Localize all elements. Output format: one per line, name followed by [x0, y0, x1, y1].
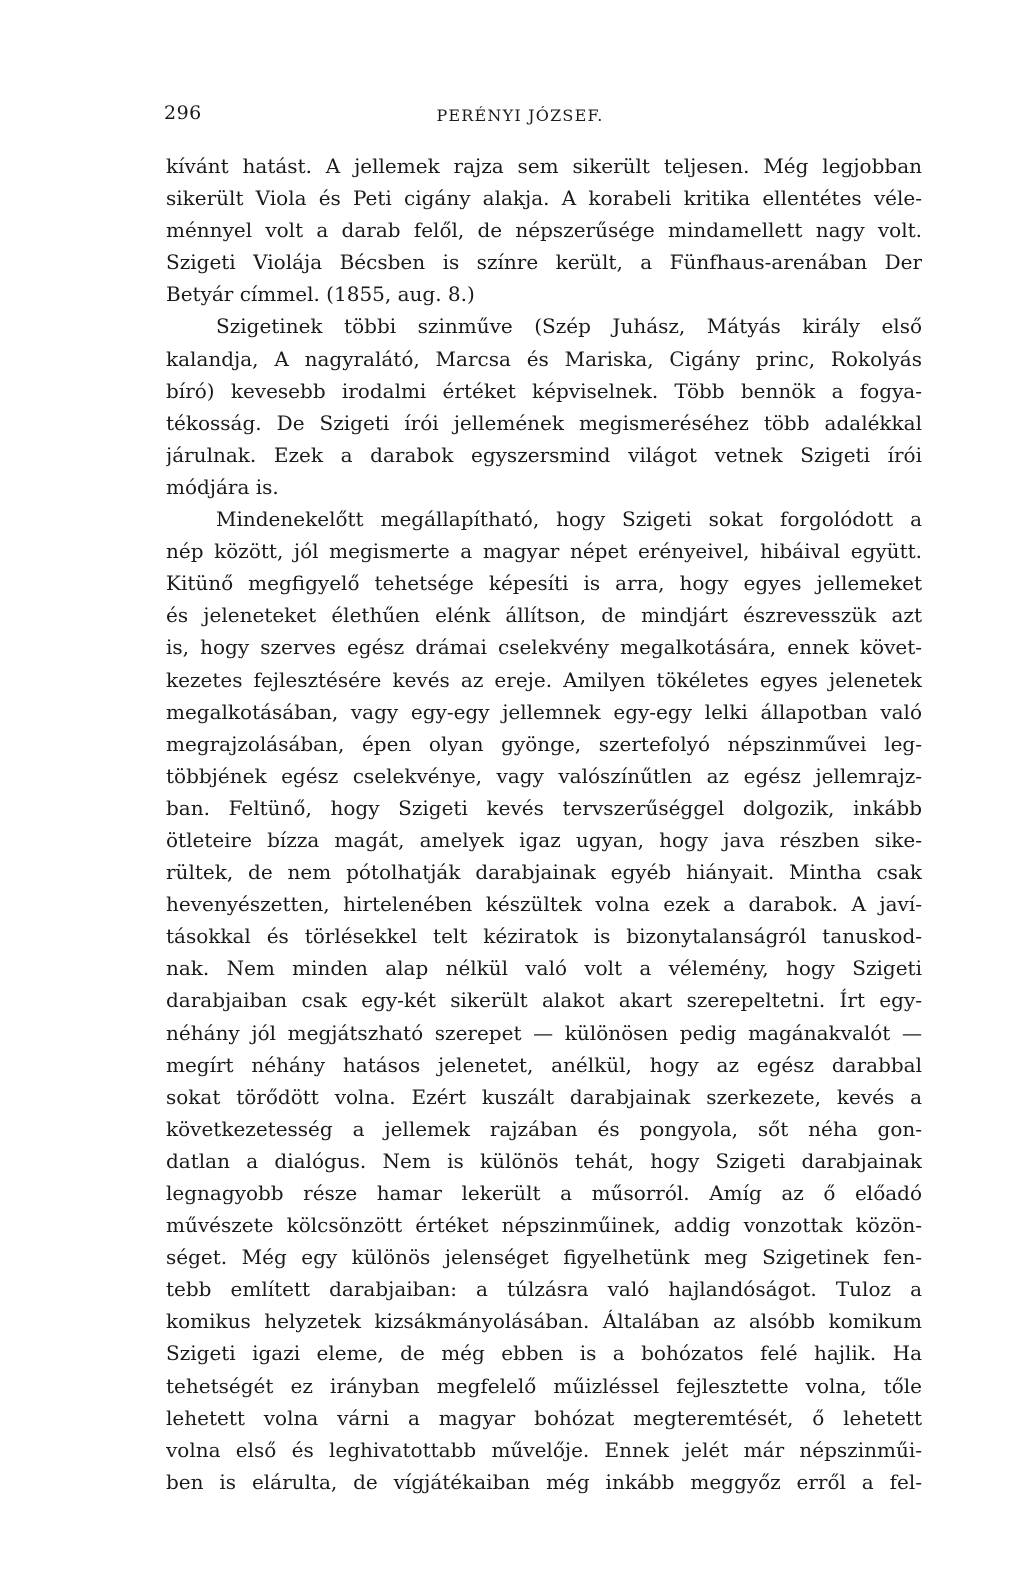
text-line: Szigeti Violája Bécsben is színre került, a Fünfhaus-arenában Der	[166, 250, 922, 275]
text-line: és jeleneteket élethűen elénk állítson, de mindjárt észrevesszük azt	[166, 603, 922, 628]
text-line: ménnyel volt a darab felől, de népszerűsége mindamellett nagy volt.	[166, 218, 922, 243]
page-number: 296	[164, 102, 202, 124]
text-line: Szigetinek többi szinműve (Szép Juhász, Mátyás király első	[216, 314, 922, 339]
text-line: datlan a dialógus. Nem is különös tehát, hogy Szigeti darabjainak	[166, 1148, 922, 1173]
body-text	[166, 150, 922, 1498]
text-line: kalandja, A nagyralátó, Marcsa és Mariska, Cigány princ, Rokolyás	[166, 346, 922, 371]
text-line: tehetségét ez irányban megfelelő műizléssel fejlesztette volna, tőle	[166, 1373, 922, 1398]
text-line: tékosság. De Szigeti írói jellemének megismeréséhez több adalékkal	[166, 410, 922, 435]
text-line: Kitünő megfigyelő tehetsége képesíti is arra, hogy egyes jellemeket	[166, 571, 922, 596]
text-line: Betyár címmel. (1855, aug. 8.)	[166, 282, 475, 307]
text-line: rültek, de nem pótolhatják darabjainak egyéb hiányait. Mintha csak	[166, 860, 922, 885]
text-line: ben is elárulta, de vígjátékaiban még inkább meggyőz erről a fel-	[166, 1469, 922, 1494]
text-line: ban. Feltünő, hogy Szigeti kevés tervszerűséggel dolgozik, inkább	[166, 795, 922, 820]
text-line: komikus helyzetek kizsákmányolásában. Általában az alsóbb komikum	[166, 1309, 922, 1334]
text-line: legnagyobb része hamar lekerült a műsorról. Amíg az ő előadó	[166, 1181, 922, 1205]
text-line: Szigeti igazi eleme, de még ebben is a bohózatos felé hajlik. Ha	[166, 1341, 922, 1366]
text-line: módjára is.	[166, 474, 279, 499]
text-line: néhány jól megjátszható szerepet — különösen pedig magánakvalót —	[166, 1020, 922, 1045]
text-line: sikerült Viola és Peti cigány alakja. A korabeli kritika ellentétes véle-	[166, 186, 922, 211]
text-line: többjének egész cselekvénye, vagy valószínűtlen az egész jellemrajz-	[166, 763, 922, 788]
text-line: sokat törődött volna. Ezért kuszált darabjainak szerkezete, kevés a	[166, 1084, 922, 1109]
text-line: ötleteire bízza magát, amelyek igaz ugyan, hogy java részben sike-	[166, 827, 922, 852]
text-line: hevenyészetten, hirtelenében készültek volna ezek a darabok. A javí-	[166, 892, 922, 917]
text-line: nép között, jól megismerte a magyar népet erényeivel, hibáival együtt.	[166, 539, 922, 564]
text-line: séget. Még egy különös jelenséget figyelhetünk meg Szigetinek fen-	[166, 1245, 922, 1270]
text-line: darabjaiban csak egy-két sikerült alakot akart szerepeltetni. Írt egy-	[166, 988, 922, 1013]
text-line: volna első és leghivatottabb művelője. Ennek jelét már népszinműi-	[166, 1437, 922, 1462]
text-line: is, hogy szerves egész drámai cselekvény megalkotására, ennek követ-	[166, 635, 922, 660]
text-line: megalkotásában, vagy egy-egy jellemnek egy-egy lelki állapotban való	[166, 699, 922, 724]
text-line: megrajzolásában, épen olyan gyönge, szertefolyó népszinművei leg-	[166, 731, 922, 756]
text-line: Mindenekelőtt megállapítható, hogy Szigeti sokat forgolódott a	[216, 507, 922, 532]
text-line: következetesség a jellemek rajzában és pongyola, sőt néha gon-	[166, 1116, 922, 1141]
text-line: tásokkal és törlésekkel telt kéziratok is bizonytalanságról tanuskod-	[166, 924, 922, 949]
running-head: PERÉNYI JÓZSEF.	[436, 106, 604, 125]
text-line: bíró) kevesebb irodalmi értéket képviselnek. Több bennök a fogya-	[166, 378, 922, 403]
text-line: kívánt hatást. A jellemek rajza sem sikerült teljesen. Még legjobban	[166, 154, 922, 178]
text-line: nak. Nem minden alap nélkül való volt a vélemény, hogy Szigeti	[166, 956, 922, 981]
text-line: megírt néhány hatásos jelenetet, anélkül, hogy az egész darabbal	[166, 1052, 922, 1077]
text-line: lehetett volna várni a magyar bohózat megteremtését, ő lehetett	[166, 1405, 922, 1430]
text-line: kezetes fejlesztésére kevés az ereje. Amilyen tökéletes egyes jelenetek	[166, 667, 922, 692]
text-line: járulnak. Ezek a darabok egyszersmind világot vetnek Szigeti írói	[166, 442, 922, 467]
text-line: művészete kölcsönzött értéket népszinműinek, addig vonzottak közön-	[166, 1213, 922, 1238]
text-line: tebb említett darabjaiban: a túlzásra való hajlandóságot. Tuloz a	[166, 1277, 922, 1302]
